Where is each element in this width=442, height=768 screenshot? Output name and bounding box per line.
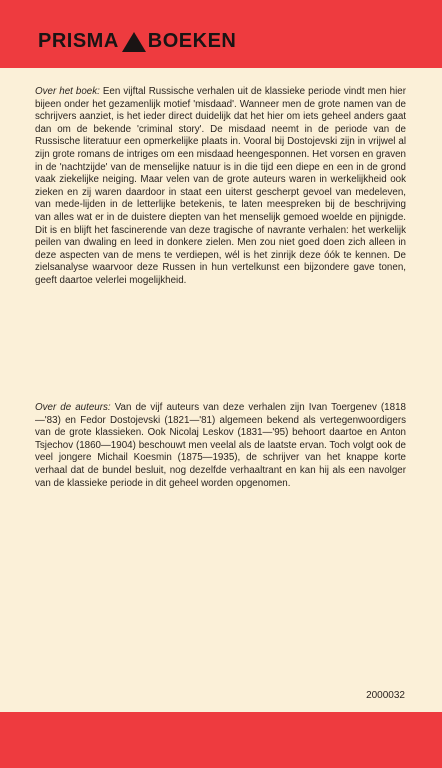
brand-left: PRISMA [38,30,119,52]
about-book-lead: Over het boek: [35,86,100,97]
header-band [0,0,442,68]
brand-right: BOEKEN [147,30,237,52]
about-authors-body: Van de vijf auteurs van deze verhalen zijn Ivan Toergenev (1818—'83) en Fedor Dostojevski (1821—'81) algemeen bekend als vertegenwoordigers van de grote klassieken. Ook Nicolaj Leskov (1831—'95) behoort daartoe en Anton Tsjechov (1860—1904) beschouwt men veelal als de laatste ervan. Toch volgt ook de veel jongere Michail Koesmin (1875—1935), de schrijver van het knappe korte verhaal dat de bundel besluit, nog dezelfde verhaaltrant en kan hij als een navolger van de klassieke periode in dit geheel worden opgenomen. [35,402,406,489]
footer-band [0,712,442,768]
catalog-number: 2000032 [366,690,405,701]
about-authors-lead: Over de auteurs: [35,402,111,413]
about-authors-paragraph [35,402,406,490]
triangle-icon [122,32,146,52]
publisher-logo [38,30,236,53]
about-book-body: Een vijftal Russische verhalen uit de klassieke periode vindt men hier bijeen onder het gezamenlijk motief 'misdaad'. Wanneer men de grote namen van de schrijvers aanziet, is het ieder direct duidelijk dat het hier om iets geheel anders gaat dan om de bekende 'criminal story'. De misdaad neemt in de periode van de Russische literatuur een opmerkelijke plaats in. Vooral bij Dostojevski zijn in vrijwel al zijn grote romans de intriges om een misdaad heengesponnen. Het vorsen en graven in de 'nachtzijde' van de menselijke natuur is in die tijd een diepe en een in de grond vaak ziekelijke neiging. Maar velen van de grote auteurs waren in werkelijkheid ook zieken en zij waren daardoor in staat een uiterst gescherpt gevoel van medeleven, van mede-lijden in de letterlijke betekenis, te laten meespreken bij de beschrijving van alles wat er in de duistere diepten van het menselijk gemoed woelde en pijnigde. Dit is en blijft het fascinerende van deze tragische of navrante verhalen: het werkelijk peilen van dwaling en leed in donkere zielen. Men zou niet goed doen zich alleen in deze aspecten van de mens te verdiepen, wél is het zinrijk deze óók te kennen. De zielsanalyse waarvoor deze Russen in hun vertelkunst een bijzondere gave tonen, geeft daartoe velerlei mogelijkheid. [35,86,406,286]
about-book-paragraph [35,86,406,288]
